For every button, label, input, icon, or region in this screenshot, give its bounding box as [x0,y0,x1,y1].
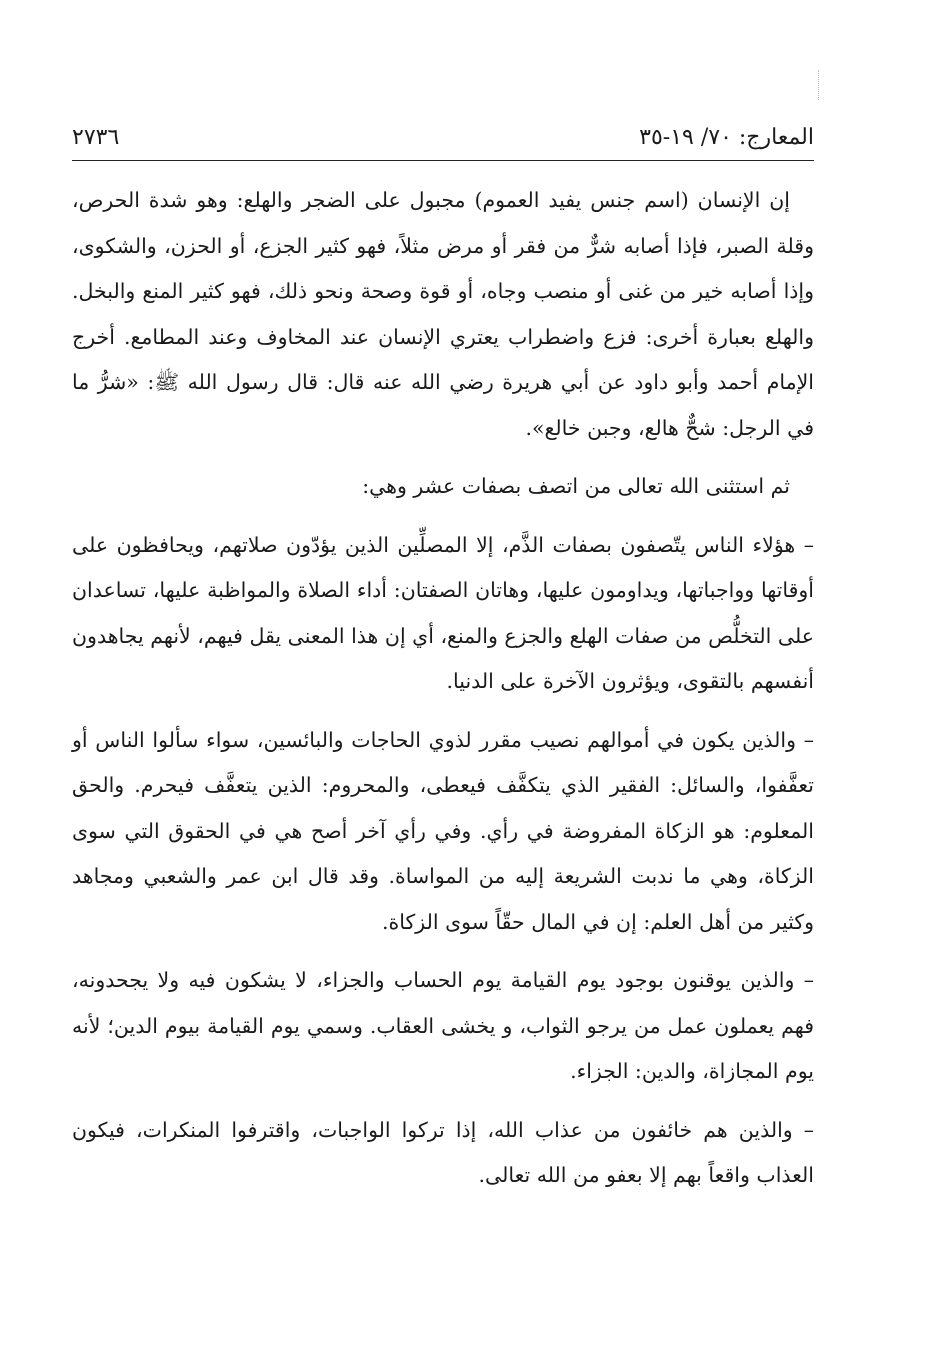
chapter-reference: المعارج: ٧٠/ ١٩-٣٥ [639,125,814,150]
paragraph-prayer: – هؤلاء الناس يتّصفون بصفات الذَّم، إلا المصلِّين الذين يؤدّون صلاتهم، ويحافظون على أوقاتها وواجباتها، ويداومون عليها، وهاتان الصفتان: أداء الصلاة والمواظبة عليها، تساعدان على التخلُّص من صفات الهلع والجزع والمنع، أي إن هذا المعنى يقل فيهم، لأنهم يجاهدون أنفسهم بالتقوى، ويؤثرون الآخرة على الدنيا. [72,532,814,693]
header-divider [72,160,814,161]
paragraph-intro: إن الإنسان (اسم جنس يفيد العموم) مجبول على الضجر والهلع: وهو شدة الحرص، وقلة الصبر، فإذا أصابه شرٌّ من فقر أو مرض مثلاً، فهو كثير الجزع، أو الحزن، والشكوى، وإذا أصابه خير من غنى أو منصب وجاه، أو قوة وصحة ونحو ذلك، فهو كثير المنع والبخل. والهلع بعبارة أخرى: فزع واضطراب يعتري الإنسان عند المخاوف وعند المطامع. أخرج الإمام أحمد وأبو داود عن أبي هريرة رضي الله عنه قال: قال رسول الله ﷺ: «شرُّ ما في الرجل: شحٌّ هالع، وجبن خالع». [72,188,814,440]
running-header [72,118,814,158]
page-body [72,178,814,1212]
paragraph-wealth: – والذين يكون في أموالهم نصيب مقرر لذوي الحاجات والبائسين، سواء سألوا الناس أو تعفَّفوا، والسائل: الفقير الذي يتكفَّف فيعطى، والمحروم: الذين يتعفَّف فيحرم. والحق المعلوم: هو الزكاة المفروضة في رأي. وفي رأي آخر أصح هي في الحقوق التي سوى الزكاة، وهي ما ندبت الشريعة إليه من المواساة. وقد قال ابن عمر والشعبي ومجاهد وكثير من أهل العلم: إن في المال حقّاً سوى الزكاة. [72,727,814,934]
paragraph-fear: – والذين هم خائفون من عذاب الله، إذا تركوا الواجبات، واقترفوا المنكرات، فيكون العذاب واقعاً بهم إلا بعفو من الله تعالى. [72,1117,814,1187]
paragraph-judgment-day: – والذين يوقنون بوجود يوم القيامة يوم الحساب والجزاء، لا يشكون فيه ولا يجحدونه، فهم يعملون عمل من يرجو الثواب، و يخشى العقاب. وسمي يوم القيامة بيوم الدين؛ لأنه يوم المجازاة، والدين: الجزاء. [72,968,814,1083]
page-number: ٢٧٣٦ [72,125,120,150]
paragraph-exception: ثم استثنى الله تعالى من اتصف بصفات عشر وهي: [362,474,790,498]
scan-artifact [818,70,821,100]
